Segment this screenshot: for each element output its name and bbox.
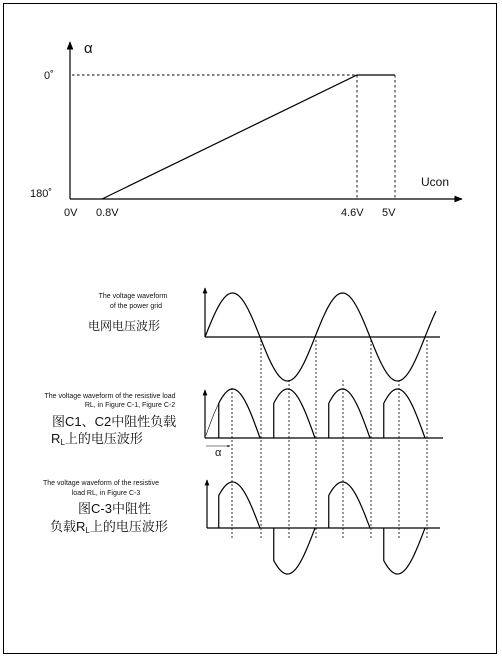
c1c2-reference-half-wave bbox=[206, 389, 260, 438]
c1c2-caption-cn-2: RL上的电压波形 bbox=[51, 431, 143, 447]
x-tick-4.6v: 4.6V bbox=[341, 207, 364, 219]
x-axis-label: Ucon bbox=[421, 175, 450, 189]
y-axis-label: α bbox=[84, 40, 93, 57]
c3-caption-en-1: The voltage waveform of the resistive bbox=[43, 480, 159, 487]
grid-voltage-panel bbox=[88, 288, 440, 381]
c1c2-load-voltage bbox=[219, 389, 425, 438]
alpha-curve bbox=[102, 75, 395, 199]
grid-caption-cn: 电网电压波形 bbox=[88, 319, 161, 333]
grid-caption-en-2: of the power grid bbox=[109, 303, 163, 310]
x-tick-0.8v: 0.8V bbox=[96, 207, 119, 219]
alpha-dimension-label: α bbox=[215, 447, 222, 459]
alpha-vs-ucon-chart bbox=[30, 40, 462, 219]
c3-caption-cn-1: 图C-3中阻性 bbox=[78, 501, 151, 516]
c1c2-caption-en-2: RL, in Figure C-1, Figure C-2 bbox=[84, 402, 176, 409]
x-tick-0v: 0V bbox=[64, 207, 78, 219]
c1c2-caption-cn-1: 图C1、C2中阻性负载 bbox=[52, 414, 177, 429]
y-tick-0deg: 0˚ bbox=[44, 70, 54, 82]
c3-caption-en-2: load RL, in Figure C-3 bbox=[71, 490, 141, 497]
y-tick-180deg: 180˚ bbox=[30, 188, 53, 200]
c1c2-caption-en-1: The voltage waveform of the resistive load bbox=[44, 393, 176, 400]
c3-load-panel bbox=[43, 480, 440, 574]
c1c2-load-panel bbox=[44, 389, 443, 459]
alpha-guides bbox=[232, 340, 427, 538]
c3-caption-cn-2: 负载RL上的电压波形 bbox=[50, 519, 168, 535]
grid-caption-en-1: The voltage waveform bbox=[98, 293, 168, 300]
x-tick-5v: 5V bbox=[382, 207, 396, 219]
